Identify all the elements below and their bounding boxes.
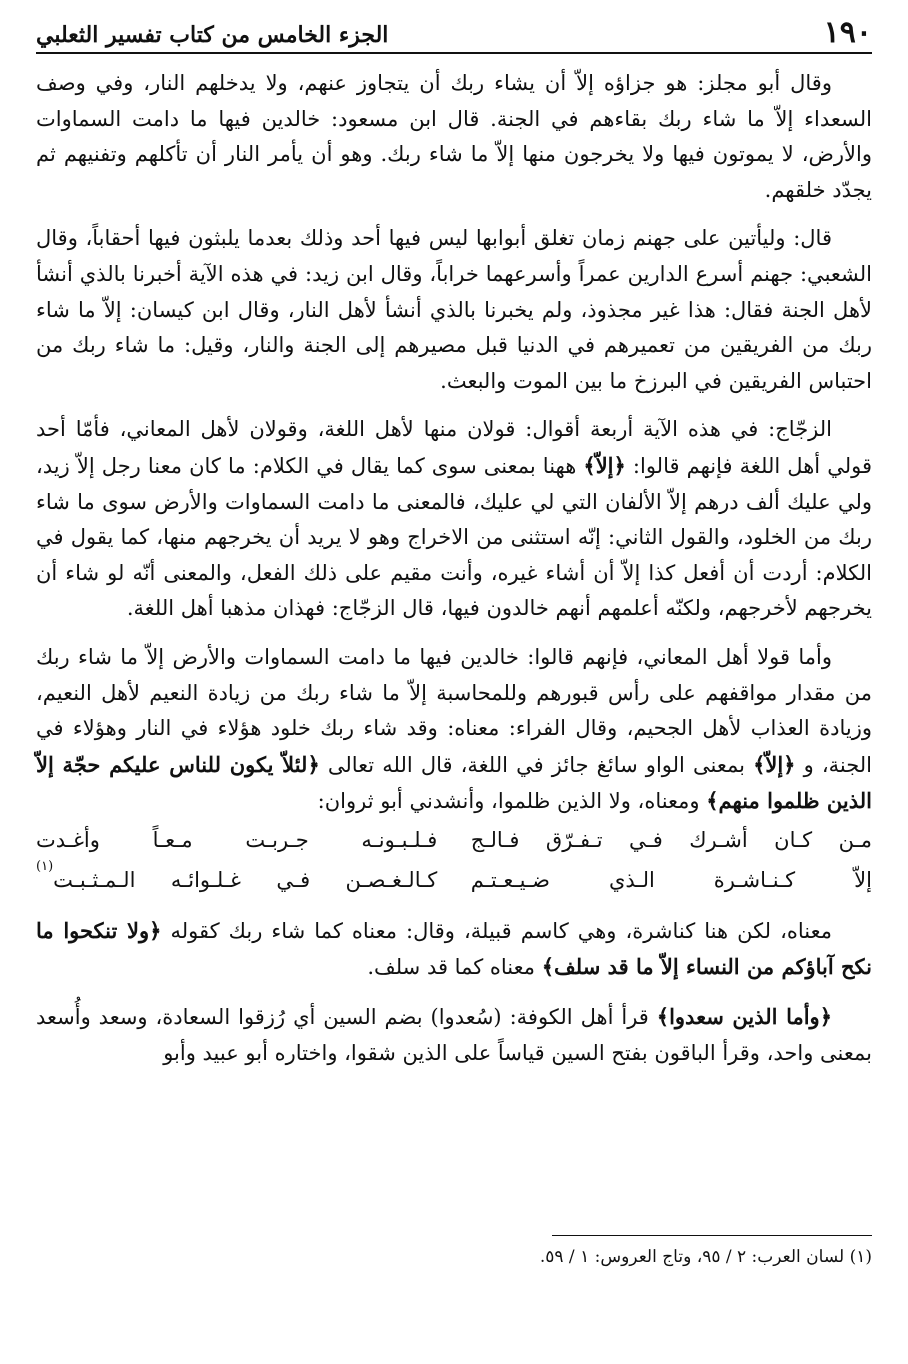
paragraph-1 [36, 66, 872, 208]
page-header [36, 10, 872, 54]
second-hemistich: كـالـغـصـن فـي غـلـوائـه الـمـثـبـت [53, 867, 438, 892]
first-hemistich: إلاّ كـنـاشـرة الـذي ضـيـعـتـم [470, 867, 872, 892]
poem [36, 820, 872, 900]
text-segment: قال: وليأتين على جهنم زمان تغلق أبوابها ليس فيها أحد وذلك بعدما يلبثون فيها أحقاباً، وقال الشعبي: جهنم أسرع الدارين عمراً وأسرعهما خراباً، وقال ابن زيد: في هذه الآية أخبرنا بالذي أنشأ لأهل الجنة فقال: هذا غير مجذوذ، ولم يخبرنا بالذي أنشأ لأهل النار، وقال ابن كيسان: إلاّ ما شاء ربك من الفريقين من تعميرهم في الدنيا قبل مصيرهم إلى الجنة والنار، وقيل: ما شاء ربك من احتباس الفريقين في البرزخ ما بين الموت والبعث. [36, 226, 872, 393]
text-segment: معناه، لكن هنا كناشرة، وهي كاسم قبيلة، وقال: معناه كما شاء ربك كقوله [161, 918, 832, 943]
text-segment: معناه كما قد سلف. [367, 955, 542, 980]
text-segment: ومعناه، ولا الذين ظلموا، وأنشدني أبو ثروان: [317, 789, 707, 814]
text-segment: الزجّاج: في هذه الآية أربعة أقوال: قولان منها لأهل اللغة، وقولان لأهل المعاني، فأمّا أحد قولي أهل اللغة فإنهم قالوا: [36, 417, 872, 478]
second-hemistich-wrap [36, 860, 437, 900]
poem-verse-2 [36, 860, 872, 900]
text-segment: وقال أبو مجلز: هو جزاؤه إلاّ أن يشاء ربك أن يتجاوز عنهم، ولا يدخلهم النار، وفي وصف السعداء إلاّ ما شاء ربك بقاءهم في الجنة. قال ابن مسعود: خالدين فيها ما دامت السماوات والأرض، لا يموتون فيها ولا يخرجون منها إلاّ ما شاء ربك. وهو أن يأمر النار أن تأكلهم وتفنيهم ثم يجدّد خلقهم. [36, 71, 872, 202]
footnote: (١) لسان العرب: ٢ / ٩٥، وتاج العروس: ١ / ٥٩. [539, 1247, 872, 1267]
paragraph-2 [36, 221, 872, 399]
first-hemistich: مـن كـان أشـرك فـي تـفـرّق فـالـج [470, 827, 872, 852]
page-number: ١٩٠ [823, 15, 872, 50]
quran-quote: ﴿لئلاّ يكون للناس عليكم حجّة إلاّ الذين ظلموا منهم﴾ [36, 751, 872, 814]
running-title: الجزء الخامس من كتاب تفسير الثعلبي [36, 22, 389, 48]
second-hemistich: فـلـبـونـه جـربـت مـعـاً وأغـدت [36, 827, 438, 852]
quran-quote: ﴿وأما الذين سعدوا﴾ [656, 1004, 833, 1030]
paragraph-4 [36, 640, 872, 820]
poem-verse-1 [36, 820, 872, 860]
text-segment: قرأ أهل الكوفة: (سُعدوا) بضم السين أي رُزقوا السعادة، وسعد وأُسعد بمعنى واحد، وقرأ الباقون بفتح السين قياساً على الذين شقوا، واختاره أبو عبيد وأبو [36, 1005, 872, 1065]
text-segment: ههنا بمعنى سوى كما يقال في الكلام: ما كان معنا رجل إلاّ زيد، ولي عليك ألف درهم إلاّ الألفان التي لي عليك، فالمعنى ما دامت السماوات والأرض سوى ما شاء ربك من الخلود، والقول الثاني: إنّه استثنى من الاخراج وهو لا يريد أن يخرجهم منها، كما يقول في الكلام: أردت أن أفعل كذا إلاّ أن أشاء غيره، وأنت مقيم على ذلك الفعل، والمعنى أنّه لو شاء أن يخرجهم لأخرجهم، ولكنّه أعلمهم أنهم خالدون فيها، قال الزجّاج: فهذان مذهبا أهل اللغة. [36, 453, 872, 621]
footnote-reference: (١) [36, 858, 54, 874]
quran-quote: ﴿ولا تنكحوا ما نكح آباؤكم من النساء إلاّ ما قد سلف﴾ [36, 917, 872, 980]
text-segment: وأما قولا أهل المعاني، فإنهم قالوا: خالدين فيها ما دامت السماوات والأرض إلاّ ما شاء ربك من مقدار مواقفهم على رأس قبورهم وللمحاسبة إلاّ ما شاء ربك من زيادة النعيم لأهل النعيم، وزيادة العذاب لأهل الجحيم، وقال الفراء: معناه: وقد شاء ربك خلود هؤلاء في النار وهؤلاء في الجنة، و [36, 644, 873, 777]
text-segment: بمعنى الواو سائغ جائز في اللغة، قال الله تعالى [319, 752, 754, 777]
page-body [36, 66, 872, 1071]
paragraph-5 [36, 913, 872, 986]
quran-quote: ﴿إلاّ﴾ [753, 751, 796, 777]
paragraph-6 [36, 999, 872, 1071]
quran-quote: ﴿إلاّ﴾ [583, 452, 626, 478]
paragraph-3 [36, 412, 872, 627]
footnote-divider [552, 1235, 872, 1236]
